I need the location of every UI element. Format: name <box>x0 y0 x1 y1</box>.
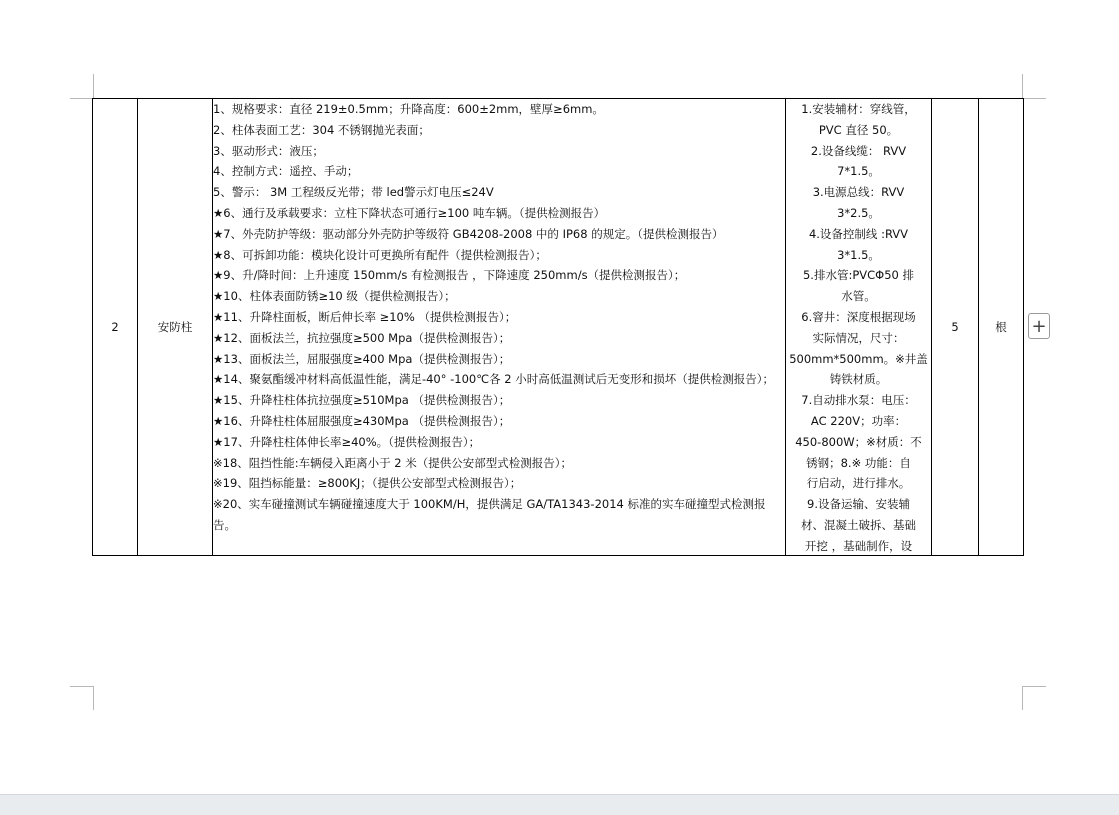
requirement-item: ★14、聚氨酯缓冲材料高低温性能，满足-40° -100℃各 2 小时高低温测试后无变形和损坏（提供检测报告）； <box>213 372 775 387</box>
auxiliary-line: 6.窨井：深度根据现场 <box>801 309 916 324</box>
requirement-item: ★9、升/降时间：上升速度 150mm/s 有检测报告 ，下降速度 250mm/s（提供检测报告）； <box>213 268 686 283</box>
auxiliary-line: 水管。 <box>841 289 876 304</box>
quantity-cell[interactable]: 5 <box>932 99 979 556</box>
auxiliary-line: 开挖 ，基础制作，设 <box>804 538 913 553</box>
requirement-item: ※18、阻挡性能:车辆侵入距离小于 2 米（提供公安部型式检测报告）； <box>213 455 573 470</box>
requirement-item: 3、驱动形式：液压； <box>213 143 324 158</box>
auxiliary-line: 5.排水管:PVCΦ50 排 <box>802 268 915 283</box>
requirement-item: ★7、外壳防护等级：驱动部分外壳防护等级符 GB4208-2008 中的 IP68 的规定。（提供检测报告） <box>213 226 724 241</box>
auxiliary-cell[interactable] <box>786 99 932 556</box>
auxiliary-line: 实际情况，尺寸： <box>812 330 905 345</box>
auxiliary-line: 9.设备运输、安装辅 <box>807 497 910 512</box>
auxiliary-line: 材、混凝土破拆、基础 <box>801 517 916 532</box>
auxiliary-line: 3*2.5。 <box>837 205 880 220</box>
auxiliary-line: 2.设备线缆： RVV <box>810 143 907 158</box>
row-index-cell[interactable]: 2 <box>93 99 138 556</box>
auxiliary-line: 500mm*500mm。※井盖 <box>789 351 928 366</box>
requirement-item: ※19、阻挡标能量：≥800KJ；（提供公安部型式检测报告）； <box>213 476 522 491</box>
requirement-item: ★6、通行及承载要求：立柱下降状态可通行≥100 吨车辆。（提供检测报告） <box>213 205 606 220</box>
requirement-item: 5、警示： 3M 工程级反光带；带 led警示灯电压≤24V <box>213 185 494 200</box>
crop-mark-bottom-right <box>1022 686 1046 687</box>
requirement-item: ★10、柱体表面防锈≥10 级（提供检测报告）； <box>213 289 456 304</box>
table-row <box>93 99 1024 556</box>
requirement-item: ★8、可拆卸功能：模块化设计可更换所有配件（提供检测报告）； <box>213 247 547 262</box>
crop-mark-bottom-left <box>93 686 94 710</box>
status-bar <box>0 794 1119 815</box>
requirements-list <box>213 99 785 555</box>
crop-mark-top-left <box>70 98 93 99</box>
requirement-item: ★12、面板法兰，抗拉强度≥500 Mpa（提供检测报告）； <box>213 330 511 345</box>
crop-mark-top-right <box>1022 98 1046 99</box>
crop-mark-bottom-right <box>1022 686 1023 710</box>
requirement-item: 4、控制方式：遥控、手动； <box>213 164 359 179</box>
crop-mark-top-left <box>93 74 94 98</box>
crop-mark-bottom-left <box>70 686 93 687</box>
requirement-item: ★15、升降柱柱体抗拉强度≥510Mpa （提供检测报告）； <box>213 393 511 408</box>
requirement-item: 1、规格要求：直径 219±0.5mm；升降高度：600±2mm，壁厚≥6mm。 <box>213 102 604 116</box>
add-row-button[interactable]: + <box>1028 313 1050 339</box>
requirement-item: ※20、实车碰撞测试车辆碰撞速度大于 100KM/H，提供满足 GA/TA1343-2014 标准的实车碰撞型式检测报告。 <box>213 497 766 532</box>
auxiliary-line: 7.自动排水泵：电压： <box>801 393 916 408</box>
auxiliary-line: 锈钢；8.※ 功能：自 <box>806 455 911 470</box>
spec-table <box>92 98 1024 556</box>
auxiliary-line: 铸铁材质。 <box>829 372 888 387</box>
unit-cell[interactable]: 根 <box>979 99 1024 556</box>
auxiliary-line: PVC 直径 50。 <box>818 122 899 137</box>
product-name-cell[interactable]: 安防柱 <box>138 99 213 556</box>
requirements-cell[interactable] <box>213 99 786 556</box>
auxiliary-line: 3.电源总线：RVV <box>812 185 905 200</box>
requirement-item: ★13、面板法兰，屈服强度≥400 Mpa（提供检测报告）； <box>213 351 511 366</box>
auxiliary-line: 4.设备控制线 :RVV <box>808 226 909 241</box>
auxiliary-line: 450-800W；※材质：不 <box>795 434 922 449</box>
auxiliary-line: 7*1.5。 <box>837 164 880 179</box>
requirement-item: ★16、升降柱柱体屈服强度≥430Mpa （提供检测报告）； <box>213 413 511 428</box>
crop-mark-top-right <box>1022 74 1023 98</box>
auxiliary-list <box>786 99 931 555</box>
auxiliary-line: 3*1.5。 <box>837 247 880 262</box>
auxiliary-line: AC 220V；功率： <box>810 413 907 428</box>
requirement-item: ★17、升降柱柱体伸长率≥40%。（提供检测报告）； <box>213 434 481 449</box>
requirement-item: ★11、升降柱面板，断后伸长率 ≥10% （提供检测报告）； <box>213 309 517 324</box>
requirement-item: 2、柱体表面工艺：304 不锈钢抛光表面； <box>213 122 430 137</box>
auxiliary-line: 行启动，进行排水。 <box>806 476 911 491</box>
auxiliary-line: 1.安装辅材：穿线管， <box>801 102 916 116</box>
